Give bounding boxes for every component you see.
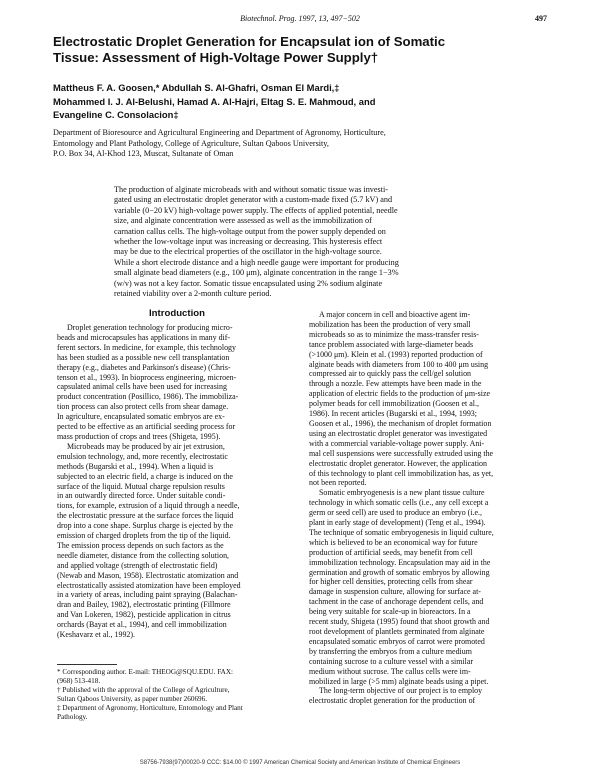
author-list <box>53 81 547 122</box>
text-line: damage in suspension culture, allowing for surface at- <box>309 587 481 597</box>
section-heading-introduction: Introduction <box>149 308 205 319</box>
text-line: The emission process depends on such factors as the <box>57 540 224 550</box>
text-line: mal cell suspensions were successfully extruded using the <box>309 448 494 458</box>
text-line: (Keshavarz et al., 1992). <box>57 630 136 640</box>
left-column-text <box>57 323 241 640</box>
abstract-line: whether the low-voltage input was increasing or decreasing. This hysteresis effect <box>114 237 383 247</box>
text-line: subjected to an electric field, a charge is induced on the <box>57 471 233 481</box>
text-line: therapy (e.g., diabetes and Parkinson's disease) (Chris- <box>57 362 231 372</box>
text-line: root development of plantlets germinated from alginate <box>309 627 485 636</box>
text-line: Goosen et al., 1996), the mechanism of droplet formation <box>309 418 492 428</box>
paper-title <box>53 34 547 65</box>
text-line: Microbeads may be produced by air jet extrusion, <box>67 441 225 451</box>
text-line: The technique of somatic embryogenesis in liquid culture, <box>309 527 494 537</box>
text-line: the electrostatic pressure at the surface forces the liquid <box>57 511 234 521</box>
text-line: In agriculture, encapsulated somatic embryos are ex- <box>57 412 225 422</box>
footnote-line: † Published with the approval of the College of Agriculture, <box>57 686 230 694</box>
text-line: (>1000 μm). Klein et al. (1993) reported production of <box>309 349 483 359</box>
text-line: tance problem associated with large-diameter beads <box>309 339 474 349</box>
text-line: pected to be effective as an artificial seeding process for <box>57 422 236 432</box>
text-line: for higher cell densities, protecting cells from shear <box>309 577 473 587</box>
text-line: not been reported. <box>309 478 367 488</box>
text-line: surface of the liquid. Mutual charge repulsion results <box>57 481 225 491</box>
text-line: compressed air to quickly pass the cell/gel solution <box>309 369 472 379</box>
title-line: Tissue: Assessment of High-Voltage Power Supply† <box>53 49 379 65</box>
footnote-rule <box>57 664 117 665</box>
text-line: microbeads so as to minimize the mass-transfer resis- <box>309 329 479 339</box>
text-line: dran and Bailey, 1982), electrostatic printing (Fillmore <box>57 600 231 610</box>
text-line: tion process can also protect cells from shear damage. <box>57 402 229 412</box>
abstract-line: (w/v) was not a key factor. Somatic tissue encapsulated using 2% sodium alginate <box>114 278 383 288</box>
text-line: using an electrostatic droplet generator was investigated <box>309 428 488 438</box>
text-line: polymer beads for cell immobilization (Goosen et al., <box>309 399 479 409</box>
text-line: electrostatically assisted atomization have been employed <box>57 580 241 590</box>
text-line: tions, for example, extrusion of a liquid through a needle, <box>57 501 240 511</box>
text-line: orchards (Bayat et al., 1994), and cell immobilization <box>57 620 227 630</box>
text-line: drop into a cone shape. Surplus charge is ejected by the <box>57 521 233 531</box>
affiliation-line: P.O. Box 34, Al-Khod 123, Muscat, Sultanate of Oman <box>53 149 234 158</box>
text-line: production of artificial seeds, may benefit from cell <box>309 547 473 557</box>
text-line: (Newab and Mason, 1958). Electrostatic atomization and <box>57 570 239 580</box>
text-line: plant in early stage of development) (Teng et al., 1994). <box>309 518 486 528</box>
abstract-line: retained viability over a 2-month culture period. <box>114 289 272 299</box>
footnote-line: Sultan Qaboos University, as paper number 260696. <box>57 695 208 703</box>
text-line: containing sucrose to a culture vessel with a similar <box>309 656 473 666</box>
text-line: electrostatic droplet generation for the production of <box>309 696 476 706</box>
text-line: in an outwardly directed force. Under suitable condi- <box>57 491 226 501</box>
text-line: capsulated animal cells have been used for increasing <box>57 382 227 392</box>
text-line: product concentration (Posillico, 1986). The immobiliza- <box>57 392 239 402</box>
abstract-line: may be due to the electrical properties of the oscillator in the high-voltage source. <box>114 247 382 257</box>
copyright-footer: S8756-7938(97)00020-9 CCC: $14.00 © 1997 American Chemical Society and American Institute of Chemical Engineers <box>139 760 461 766</box>
author-line: Mattheus F. A. Goosen,* Abdullah S. Al-Ghafri, Osman El Mardi,‡ <box>53 82 340 93</box>
abstract-line: gated using an electrostatic droplet generator with a custom-made fixed (5.7 kV) and <box>114 195 393 205</box>
text-line: encapsulated somatic embryos of carrot were promoted <box>309 636 485 646</box>
text-line: ferent sectors. In medicine, for example, this technology <box>57 342 236 352</box>
text-line: germ or seed cell) are used to produce an embryo (i.e., <box>309 508 483 518</box>
text-line: beads and microcapsules has applications in many dif- <box>57 332 231 342</box>
text-line: methods (Bugarski et al., 1994). When a liquid is <box>57 461 214 471</box>
abstract-line: small alginate bead diameters (e.g., 100 μm), alginate concentration in the range 1−3% <box>114 268 399 278</box>
footnote-line: (968) 513-418. <box>57 677 101 685</box>
text-line: in a variety of areas, including paint spraying (Balachan- <box>57 590 238 600</box>
affiliation <box>53 128 547 160</box>
text-line: which is believed to be an economical way for future <box>309 537 478 547</box>
text-line: and Van Lokeren, 1982), pesticide application in citrus <box>57 610 231 620</box>
text-line: and applied voltage (strength of electrostatic field) <box>57 560 218 570</box>
text-line: germination and growth of somatic embryos by allowing <box>309 567 490 577</box>
author-line: Evangeline C. Consolacion‡ <box>53 109 179 120</box>
right-column-text <box>309 310 549 740</box>
page-number: 497 <box>535 14 547 23</box>
text-line: electrostatic droplet generator. However, the application <box>309 458 487 468</box>
text-line: alginate beads with diameters from 100 to 400 μm using <box>309 359 489 369</box>
text-line: emulsion technology, and, more recently, electrostatic <box>57 451 228 461</box>
footnotes <box>57 668 297 722</box>
text-line: application of electric fields to the production of μm-size <box>309 389 491 399</box>
text-line: through a nozzle. Few attempts have been made in the <box>309 379 482 389</box>
author-line: Mohammed I. J. Al-Belushi, Hamad A. Al-Hajri, Eltag S. E. Mahmoud, and <box>53 95 376 107</box>
text-line: mobilization has been the production of very small <box>309 319 471 329</box>
text-line: 1986). In recent articles (Bugarski et al., 1994, 1993; <box>309 409 477 419</box>
text-line: with a commercial variable-voltage power supply. Ani- <box>309 438 485 448</box>
running-head <box>53 14 547 26</box>
text-line: immobilization technology. Encapsulation may aid in the <box>309 557 491 567</box>
text-line: medium without sucrose. The callus cells were im- <box>309 666 471 676</box>
footnote-line: Pathology. <box>57 713 88 721</box>
text-line: mass production of crops and trees (Shigeta, 1995). <box>57 431 221 441</box>
footnote-line: * Corresponding author. E-mail: THEOG@SQU.EDU. FAX: <box>57 668 234 676</box>
text-line: The long-term objective of our project is to employ <box>319 686 483 696</box>
footnote-line: ‡ Department of Agronomy, Horticulture, Entomology and Plant <box>57 704 243 712</box>
text-line: tachment in the case of anchorage dependent cells, and <box>309 597 484 607</box>
text-line: emission of charged droplets from the tip of the liquid. <box>57 531 231 541</box>
text-line: Somatic embryogenesis is a new plant tissue culture <box>319 488 485 498</box>
text-line: has been studied as a possible new cell transplantation <box>57 352 230 362</box>
title-line: Electrostatic Droplet Generation for Encapsulat ion of Somatic <box>53 34 446 49</box>
abstract-line: carnation callus cells. The high-voltage output from the power supply depended on <box>114 226 386 236</box>
abstract-line: While a short electrode distance and a high needle gauge were important for producing <box>114 257 399 267</box>
text-line: technology in which somatic cells (i.e., any cell except a <box>309 498 489 508</box>
text-line: Droplet generation technology for producing micro- <box>67 323 233 332</box>
abstract-line: The production of alginate microbeads with and without somatic tissue was investi- <box>114 185 388 194</box>
text-line: of this technology to plant cell immobilization has, as yet, <box>309 468 494 478</box>
text-line: being very suitable for scale-up in bioreactors. In a <box>309 607 471 617</box>
text-line: mobilized in large (>5 mm) alginate beads using a pipet. <box>309 676 489 686</box>
abstract-line: variable (0−20 kV) high-voltage power supply. The effects of applied potential, needle <box>114 205 398 215</box>
text-line: needle diameter, distance from the collecting solution, <box>57 550 230 560</box>
text-line: by transferring the embryos from a culture medium <box>309 646 472 656</box>
abstract-line: size, and alginate concentration were assessed as well as the immobilization of <box>114 216 372 226</box>
journal-citation: Biotechnol. Prog. 1997, 13, 497−502 <box>240 14 360 23</box>
text-line: A major concern in cell and bioactive agent im- <box>319 310 471 319</box>
text-line: tenson et al., 1993). In bioprocess engineering, microen- <box>57 372 237 382</box>
text-line: recent study, Shigeta (1995) found that shoot growth and <box>309 617 490 627</box>
affiliation-line: Entomology and Plant Pathology, College of Agriculture, Sultan Qaboos University, <box>53 138 329 148</box>
affiliation-line: Department of Bioresource and Agricultural Engineering and Department of Agronomy, Horticulture, <box>53 128 386 137</box>
abstract <box>114 185 554 299</box>
